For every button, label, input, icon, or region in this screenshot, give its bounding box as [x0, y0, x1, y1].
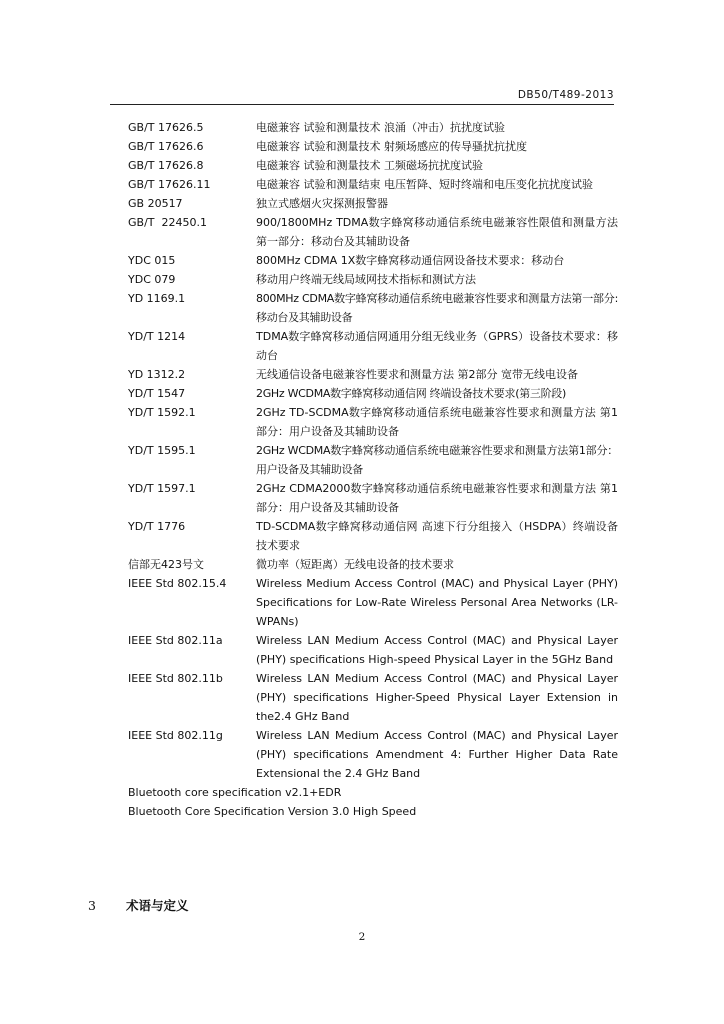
reference-entry [128, 365, 618, 384]
reference-title: 900/1800MHz TDMA数字蜂窝移动通信系统电磁兼容性限值和测量方法 第一部分：移动台及其辅助设备 [256, 216, 618, 248]
reference-title: 800MHz CDMA数字蜂窝移动通信系统电磁兼容性要求和测量方法第一部分:移动台及其辅助设备 [256, 292, 618, 324]
reference-title: 电磁兼容 试验和测量技术 浪涌（冲击）抗扰度试验 [256, 121, 505, 134]
reference-code: YDC 079 [128, 273, 176, 286]
reference-code: YD/T 1547 [128, 387, 186, 400]
reference-title: 2GHz CDMA2000数字蜂窝移动通信系统电磁兼容性要求和测量方法 第1部分：用户设备及其辅助设备 [256, 482, 618, 514]
section-title: 术语与定义 [126, 898, 189, 913]
reference-entry [128, 156, 618, 175]
reference-code: YD/T 1776 [128, 520, 186, 533]
reference-code: YD/T 1592.1 [128, 406, 196, 419]
reference-code: GB/T 17626.8 [128, 159, 204, 172]
section-number: 3 [88, 898, 96, 913]
reference-entry [128, 726, 618, 783]
reference-code: YD/T 1595.1 [128, 444, 196, 457]
reference-entry [128, 137, 618, 156]
reference-title: 2GHz TD-SCDMA数字蜂窝移动通信系统电磁兼容性要求和测量方法 第1部分：用户设备及其辅助设备 [256, 406, 618, 438]
reference-code: YDC 015 [128, 254, 176, 267]
reference-title: 电磁兼容 试验和测量结束 电压暂降、短时终端和电压变化抗扰度试验 [256, 178, 593, 191]
reference-code: YD/T 1214 [128, 330, 186, 343]
reference-entry [128, 403, 618, 441]
reference-entry [128, 441, 618, 479]
page-number: 2 [358, 931, 366, 943]
reference-entry [128, 574, 618, 631]
section-heading [88, 896, 189, 914]
reference-code: IEEE Std 802.11g [128, 729, 223, 742]
reference-title: Wireless LAN Medium Access Control (MAC) and Physical Layer (PHY) specifications Amendment 4: Further Higher Data Rate Extensional the 2.4 GHz Band [256, 729, 618, 780]
reference-entry [128, 251, 618, 270]
reference-code: GB/T 17626.11 [128, 178, 211, 191]
reference-entry [128, 194, 618, 213]
reference-code: IEEE Std 802.11a [128, 634, 223, 647]
reference-title: 2GHz WCDMA数字蜂窝移动通信系统电磁兼容性要求和测量方法第1部分：用户设备及其辅助设备 [256, 444, 618, 476]
reference-entry [128, 517, 618, 555]
reference-entry [128, 118, 618, 137]
normative-references-list [128, 118, 618, 821]
reference-code: IEEE Std 802.15.4 [128, 577, 227, 590]
reference-entry [128, 479, 618, 517]
reference-title: TD-SCDMA数字蜂窝移动通信网 高速下行分组接入（HSDPA）终端设备技术要求 [256, 520, 618, 552]
reference-title: 移动用户终端无线局域网技术指标和测试方法 [256, 273, 476, 286]
reference-code: GB/T 22450.1 [128, 216, 207, 229]
reference-title: 独立式感烟火灾探测报警器 [256, 197, 388, 210]
document-code: DB50/T489-2013 [517, 89, 614, 101]
header-rule [110, 104, 614, 105]
reference-entry [128, 175, 618, 194]
reference-entry [128, 555, 618, 574]
reference-code: IEEE Std 802.11b [128, 672, 223, 685]
reference-title: 2GHz WCDMA数字蜂窝移动通信网 终端设备技术要求(第三阶段) [256, 387, 566, 400]
reference-title: 电磁兼容 试验和测量技术 工频磁场抗扰度试验 [256, 159, 483, 172]
reference-entry [128, 327, 618, 365]
reference-code: GB/T 17626.6 [128, 140, 204, 153]
reference-title: Wireless LAN Medium Access Control (MAC) and Physical Layer (PHY) specifications Higher-Speed Physical Layer Extension in the2.4 GHz Band [256, 672, 618, 723]
reference-entry [128, 631, 618, 669]
reference-title: 微功率（短距离）无线电设备的技术要求 [256, 558, 454, 571]
reference-title: 800MHz CDMA 1X数字蜂窝移动通信网设备技术要求：移动台 [256, 254, 565, 267]
reference-code: YD 1169.1 [128, 292, 186, 305]
reference-entry-bluetooth-2-1: Bluetooth core specification v2.1+EDR [128, 786, 342, 799]
reference-entry [128, 270, 618, 289]
reference-entry-bluetooth-3-0: Bluetooth Core Specification Version 3.0 High Speed [128, 805, 417, 818]
reference-code: GB/T 17626.5 [128, 121, 204, 134]
reference-code: YD/T 1597.1 [128, 482, 196, 495]
reference-title: 无线通信设备电磁兼容性要求和测量方法 第2部分 宽带无线电设备 [256, 368, 578, 381]
reference-code: 信部无423号文 [128, 558, 204, 571]
reference-title: Wireless LAN Medium Access Control (MAC) and Physical Layer (PHY) specifications High-speed Physical Layer in the 5GHz Band [256, 634, 618, 666]
reference-code: YD 1312.2 [128, 368, 186, 381]
reference-code: GB 20517 [128, 197, 183, 210]
reference-entry [128, 384, 618, 403]
reference-title: TDMA数字蜂窝移动通信网通用分组无线业务（GPRS）设备技术要求：移动台 [256, 330, 618, 362]
reference-entry [128, 669, 618, 726]
reference-title: 电磁兼容 试验和测量技术 射频场感应的传导骚扰抗扰度 [256, 140, 527, 153]
reference-entry [128, 213, 618, 251]
reference-title: Wireless Medium Access Control (MAC) and Physical Layer (PHY) Specifications for Low-Rate Wireless Personal Area Networks (LR-WPANs) [256, 577, 618, 628]
reference-entry [128, 289, 618, 327]
